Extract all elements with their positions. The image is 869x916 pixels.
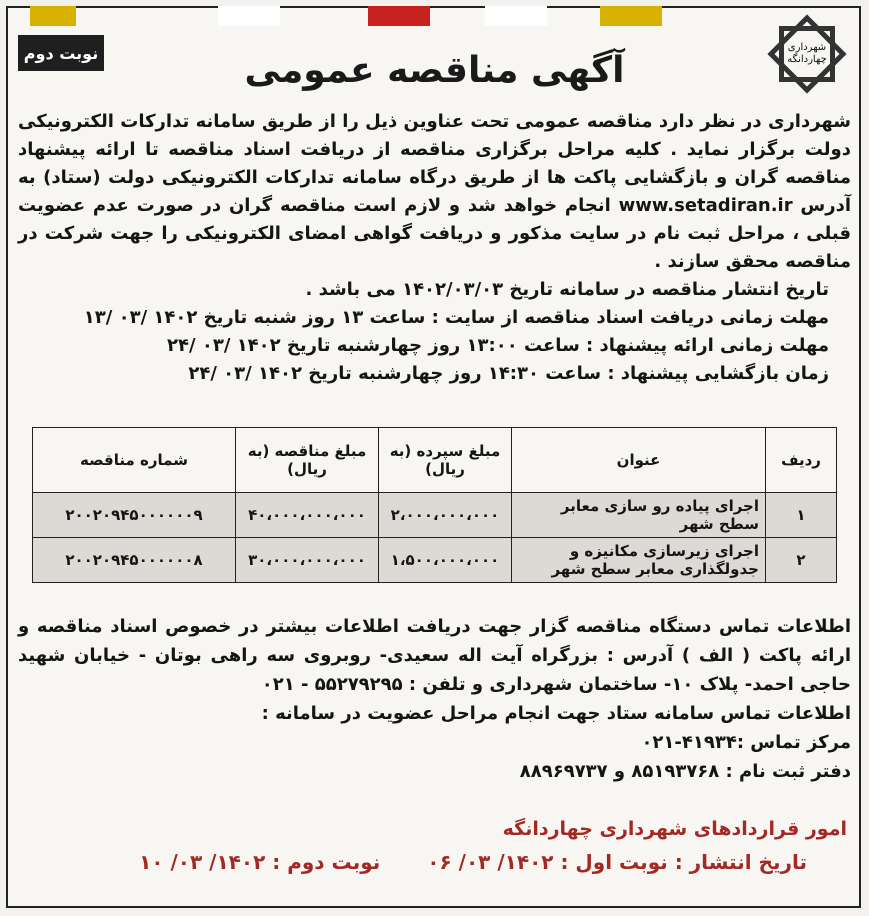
col-title: عنوان (512, 428, 766, 493)
second-publication-date: نوبت دوم : ۱۴۰۲/ ۰۳/ ۱۰ (139, 850, 381, 874)
row-amount: ۴۰،۰۰۰،۰۰۰،۰۰۰ (236, 493, 379, 538)
row-title: اجرای پیاده رو سازی معابر سطح شهر (512, 493, 766, 538)
row-title: اجرای زیرسازی مکانیزه و جدولگذاری معابر سطح شهر (512, 538, 766, 583)
color-strip-3 (368, 6, 430, 26)
contact-paragraph: اطلاعات تماس دستگاه مناقصه گزار جهت دریافت اطلاعات بیشتر در خصوص اسناد مناقصه و ارائه پاکت ( الف ) آدرس : بزرگراه آیت اله سعیدی- روبروی سه راهی بوتان - خیابان شهید حاجی احمد- پلاک ۱۰- ساختمان شهرداری و تلفن : ۵۵۲۷۹۲۹۵ - ۰۲۱ (18, 616, 851, 695)
tender-table (32, 427, 837, 583)
doc-deadline-line: مهلت زمانی دریافت اسناد مناقصه از سایت : ساعت ۱۳ روز شنبه تاریخ ۱۴۰۲ /۰۳ /۱۳ (83, 307, 829, 328)
color-strip-1 (30, 6, 76, 26)
table-header-row (33, 428, 837, 493)
row-deposit: ۲،۰۰۰،۰۰۰،۰۰۰ (379, 493, 512, 538)
color-strip-5 (600, 6, 662, 26)
setad-contact-heading: اطلاعات تماس سامانه ستاد جهت انجام مراحل عضویت در سامانه : (261, 703, 851, 724)
row-number: ۱ (766, 493, 837, 538)
logo-text (787, 34, 827, 74)
publish-date-line: تاریخ انتشار مناقصه در سامانه تاریخ ۱۴۰۲/۰۳/۰۳ می باشد . (305, 279, 829, 300)
first-publication-date: تاریخ انتشار : نوبت اول : ۱۴۰۲/ ۰۳/ ۰۶ (427, 850, 807, 874)
page-title: آگهی مناقصه عمومی (244, 50, 625, 91)
table-row (33, 493, 837, 538)
logo-line-1: شهرداری (787, 42, 827, 53)
col-amount: مبلغ مناقصه (به ریال) (236, 428, 379, 493)
call-center-line: مرکز تماس :۴۱۹۳۴-۰۲۱ (641, 732, 851, 753)
table-row (33, 538, 837, 583)
round-badge: نوبت دوم (18, 35, 104, 71)
row-deposit: ۱،۵۰۰،۰۰۰،۰۰۰ (379, 538, 512, 583)
contracts-office: امور قراردادهای شهرداری چهاردانگه (502, 818, 847, 840)
publication-dates (99, 850, 807, 874)
logo-line-2: چهاردانگه (787, 54, 827, 65)
col-tender-number: شماره مناقصه (33, 428, 236, 493)
color-strip-4 (485, 6, 547, 26)
contact-info (18, 612, 851, 786)
registration-office-line: دفتر ثبت نام : ۸۵۱۹۳۷۶۸ و ۸۸۹۶۹۷۳۷ (519, 761, 851, 782)
col-deposit: مبلغ سپرده (به ریال) (379, 428, 512, 493)
row-tender-number: ۲۰۰۲۰۹۴۵۰۰۰۰۰۰۹ (33, 493, 236, 538)
intro-paragraph: شهرداری در نظر دارد مناقصه عمومی تحت عناوین ذیل را از طریق سامانه تدارکات الکترونیکی دولت برگزار نماید . کلیه مراحل برگزاری مناقصه از دریافت اسناد مناقصه تا ارائه پیشنهاد مناقصه گران و بازگشایی پاکت ها از طریق درگاه سامانه تدارکات الکترونیکی دولت (ستاد) به آدرس www.setadiran.ir انجام خواهد شد و لازم است مناقصه گران در صورت عدم عضویت قبلی ، مراحل ثبت نام در سایت مذکور و دریافت گواهی امضای الکترونیکی را جهت شرکت در مناقصه محقق سازند . (18, 111, 852, 272)
col-row-number: ردیف (766, 428, 837, 493)
intro-text (18, 108, 851, 388)
row-amount: ۳۰،۰۰۰،۰۰۰،۰۰۰ (236, 538, 379, 583)
row-number: ۲ (766, 538, 837, 583)
offer-deadline-line: مهلت زمانی ارائه پیشنهاد : ساعت ۱۳:۰۰ روز چهارشنبه تاریخ ۱۴۰۲ /۰۳ /۲۴ (167, 335, 829, 356)
opening-time-line: زمان بازگشایی پیشنهاد : ساعت ۱۴:۳۰ روز چهارشنبه تاریخ ۱۴۰۲ /۰۳ /۲۴ (188, 363, 829, 384)
row-tender-number: ۲۰۰۲۰۹۴۵۰۰۰۰۰۰۸ (33, 538, 236, 583)
color-strip-2 (218, 6, 280, 26)
